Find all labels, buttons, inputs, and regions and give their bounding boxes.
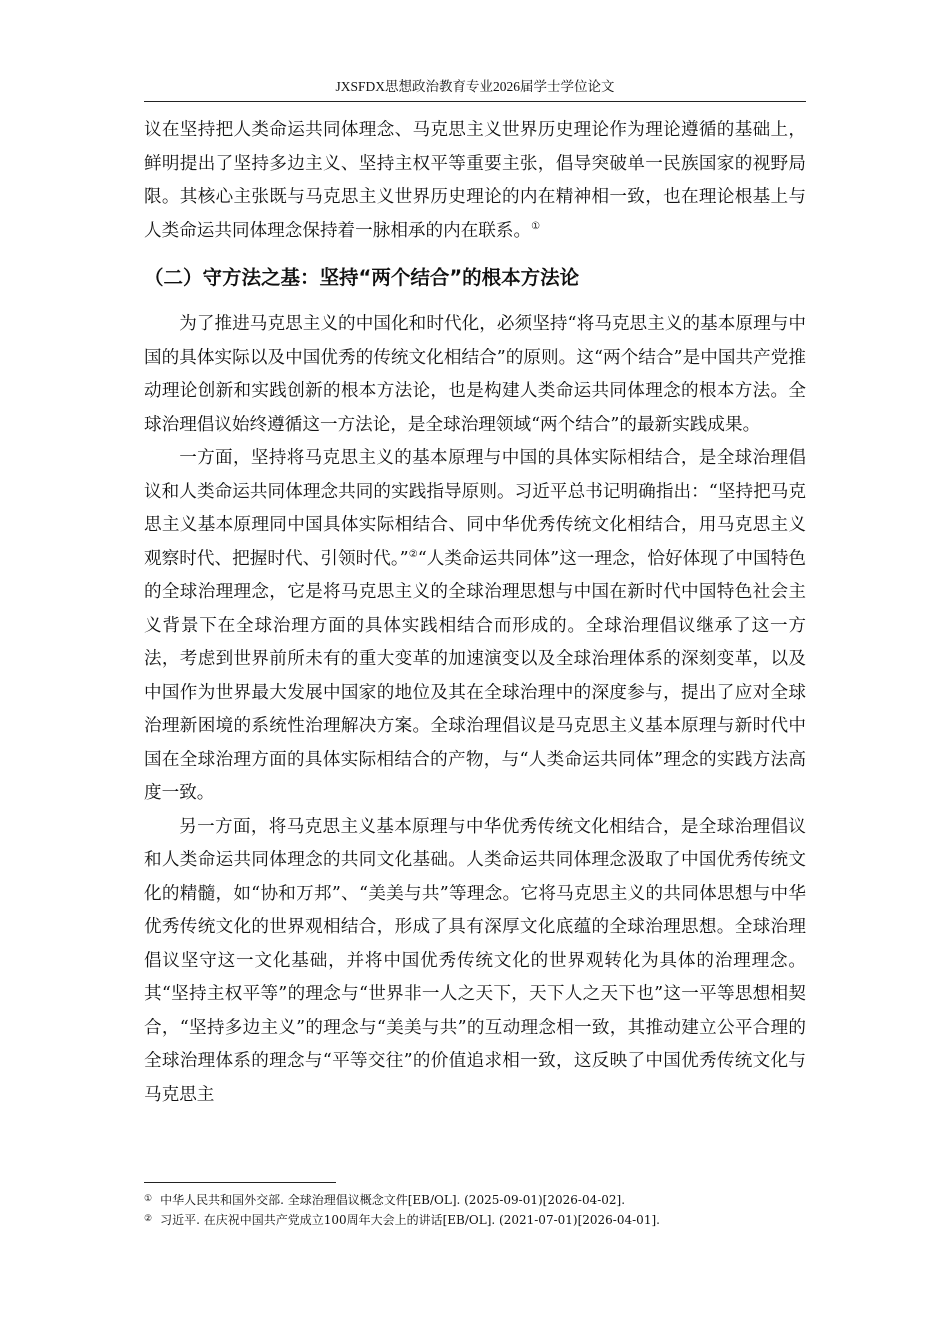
footnote-divider	[144, 1182, 336, 1183]
paragraph-two-combinations: 为了推进马克思主义的中国化和时代化，必须坚持“将马克思主义的基本原理与中国的具体实际以及中国优秀的传统文化相结合”的原则。这“两个结合”是中国共产党推动理论创新和实践创新的根本方法论，也是构建人类命运共同体理念的根本方法。全球治理倡议始终遵循这一方法论，是全球治理领域“两个结合”的最新实践成果。	[144, 314, 806, 435]
footnote-text: 习近平. 在庆祝中国共产党成立100周年大会上的讲话[EB/OL]. (2021-07-01)[2026-04-01].	[160, 1213, 660, 1227]
document-body	[144, 114, 806, 1112]
paragraph-on-one-hand	[144, 442, 806, 811]
paragraph-text: 一方面，坚持将马克思主义的基本原理与中国的具体实际相结合，是全球治理倡议和人类命运共同体理念共同的实践指导原则。习近平总书记明确指出：“坚持把马克思主义基本原理同中国具体实际相结合、同中华优秀传统文化相结合，用马克思主义观察时代、把握时代、引领时代。”	[144, 448, 806, 569]
paragraph-continued	[144, 114, 806, 248]
footnote-mark: ①	[144, 1194, 153, 1204]
page-header: JXSFDX思想政治教育专业2026届学士学位论文	[335, 79, 615, 94]
paragraph-text: “人类命运共同体”这一理念，恰好体现了中国特色的全球治理理念，它是将马克思主义的全球治理思想与中国在新时代中国特色社会主义背景下在全球治理方面的具体实践相结合而形成的。全球治理倡议继承了这一方法，考虑到世界前所未有的重大变革的加速演变以及全球治理体系的深刻变革，以及中国作为世界最大发展中国家的地位及其在全球治理中的深度参与，提出了应对全球治理新困境的系统性治理解决方案。全球治理倡议是马克思主义基本原理与新时代中国在全球治理方面的具体实际相结合的产物，与“人类命运共同体”理念的实践方法高度一致。	[144, 548, 806, 803]
footnote-2	[144, 1210, 806, 1230]
header-divider	[144, 101, 806, 102]
footnote-text: 中华人民共和国外交部. 全球治理倡议概念文件[EB/OL]. (2025-09-01)[2026-04-02].	[160, 1193, 626, 1207]
footnote-ref-1[interactable]: ①	[531, 220, 541, 232]
section-heading: （二）守方法之基：坚持“两个结合”的根本方法论	[144, 266, 580, 289]
footnote-mark: ②	[144, 1214, 153, 1224]
paragraph-on-other-hand: 另一方面，将马克思主义基本原理与中华优秀传统文化相结合，是全球治理倡议和人类命运共同体理念的共同文化基础。人类命运共同体理念汲取了中国优秀传统文化的精髓，如“协和万邦”、“美美与共”等理念。它将马克思主义的共同体思想与中华优秀传统文化的世界观相结合，形成了具有深厚文化底蕴的全球治理思想。全球治理倡议坚守这一文化基础，并将中国优秀传统文化的世界观转化为具体的治理理念。其“坚持主权平等”的理念与“世界非一人之天下，天下人之天下也”这一平等思想相契合，“坚持多边主义”的理念与“美美与共”的互动理念相一致，其推动建立公平合理的全球治理体系的理念与“平等交往”的价值追求相一致，这反映了中国优秀传统文化与马克思主	[144, 816, 806, 1105]
paragraph-text: 议在坚持把人类命运共同体理念、马克思主义世界历史理论作为理论遵循的基础上，鲜明提出了坚持多边主义、坚持主权平等重要主张，倡导突破单一民族国家的视野局限。其核心主张既与马克思主义世界历史理论的内在精神相一致，也在理论根基上与人类命运共同体理念保持着一脉相承的内在联系。	[144, 120, 806, 241]
footnote-1	[144, 1190, 806, 1210]
footnote-ref-2[interactable]: ②	[408, 548, 418, 560]
footnotes	[144, 1190, 806, 1230]
